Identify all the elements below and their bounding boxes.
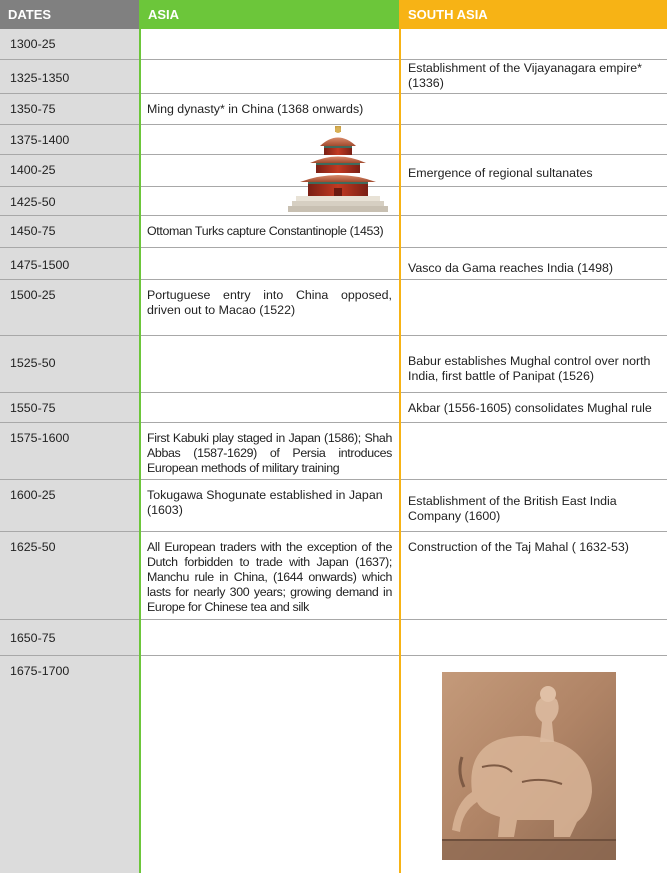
date-cell: 1400-25 [10,163,56,177]
asia-cell: All European traders with the exception of the Dutch forbidden to trade with Japan (1637); Manchu rule in China, (1644 onwards) which lasts for nearly 300 years; growing demand in Europe for Chinese tea and silk [147,540,392,614]
date-cell: 1300-25 [10,37,56,51]
south-asia-cell [401,656,667,664]
south-asia-cell [401,423,667,431]
table-row [0,423,667,480]
asia-cell [141,393,399,401]
south-asia-cell: Establishment of the Vijayanagara empire* (1336) [408,61,642,90]
date-cell: 1650-75 [10,631,56,645]
south-asia-cell: Construction of the Taj Mahal ( 1632-53) [408,540,629,554]
table-row [0,216,667,248]
south-asia-cell: Emergence of regional sultanates [408,166,593,180]
south-asia-cell [401,187,667,195]
date-cell: 1500-25 [10,288,56,302]
table-row [0,480,667,532]
south-asia-cell [401,620,667,628]
south-asia-cell [401,94,667,102]
asia-cell: Portuguese entry into China opposed, driven out to Macao (1522) [147,288,392,317]
table-row [0,29,667,60]
temple-illustration [288,126,388,220]
date-cell: 1425-50 [10,195,56,209]
date-cell: 1675-1700 [10,664,70,678]
table-row [0,60,667,94]
asia-cell: First Kabuki play staged in Japan (1586); Shah Abbas (1587-1629) of Persia introduces European methods of military training [147,431,392,475]
table-row [0,532,667,620]
south-asia-cell [401,29,667,37]
date-cell: 1550-75 [10,401,56,415]
date-cell: 1350-75 [10,102,56,116]
asia-cell [141,656,399,664]
south-asia-cell: Establishment of the British East India Company (1600) [408,494,617,523]
date-cell: 1475-1500 [10,258,70,272]
table-row [0,393,667,423]
south-asia-cell [401,216,667,224]
asia-cell [141,336,399,344]
date-cell: 1525-50 [10,356,56,370]
asia-cell [141,29,399,37]
elephant-relief-image [442,672,616,860]
south-asia-column-divider [399,0,401,873]
south-asia-cell [401,280,667,288]
header-dates: DATES [0,0,140,29]
asia-cell: Ottoman Turks capture Constantinople (1453) [147,224,384,238]
date-cell: 1450-75 [10,224,56,238]
table-row [0,336,667,393]
table-row [0,620,667,656]
date-cell: 1575-1600 [10,431,70,445]
table-row [0,94,667,125]
table-row [0,280,667,336]
asia-cell [141,60,399,68]
asia-cell: Tokugawa Shogunate established in Japan (1603) [147,488,383,517]
south-asia-cell [401,125,667,133]
table-row [0,248,667,280]
header-south-asia: SOUTH ASIA [400,0,667,29]
asia-cell [141,248,399,256]
asia-column-divider [139,0,141,873]
date-cell: 1325-1350 [10,71,70,85]
date-cell: 1625-50 [10,540,56,554]
asia-cell [141,620,399,628]
header-asia: ASIA [140,0,400,29]
asia-cell: Ming dynasty* in China (1368 onwards) [147,102,364,116]
south-asia-cell: Akbar (1556-1605) consolidates Mughal rule [408,401,652,415]
date-cell: 1375-1400 [10,133,70,147]
south-asia-cell: Vasco da Gama reaches India (1498) [408,261,614,275]
south-asia-cell: Babur establishes Mughal control over north India, first battle of Panipat (1526) [408,354,651,383]
date-cell: 1600-25 [10,488,56,502]
